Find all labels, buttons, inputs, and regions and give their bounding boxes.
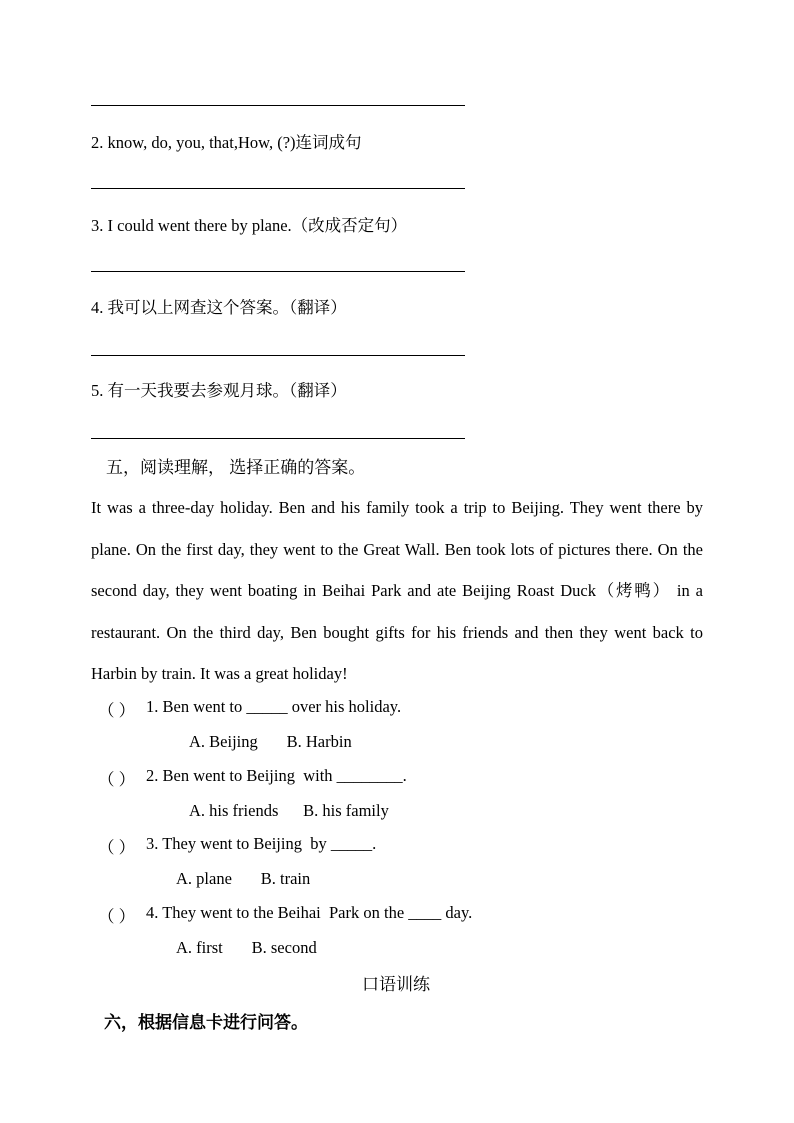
- question-4-options: A. first B. second: [176, 938, 317, 957]
- reading-passage: It was a three-day holiday. Ben and his family took a trip to Beijing. They went there by plane. On the first day, they went to the Great Wall. Ben took lots of pictures there. On the second day, they went boating in Beihai Park and ate Beijing Roast Duck（烤鸭） in a restaurant. On the third day, Ben bought gifts for his friends and then they went back to Harbin by train. It was a great holiday!: [91, 498, 703, 683]
- question-3-options: A. plane B. train: [176, 869, 311, 888]
- section-5-heading: 五，阅读理解， 选择正确的答案。: [106, 458, 366, 477]
- task-5: 5. 有一天我要去参观月球。（翻译）: [91, 381, 347, 400]
- question-1: 1. Ben went to _____ over his holiday.: [146, 697, 402, 716]
- answer-bracket: （ ）: [98, 701, 136, 720]
- oral-practice-heading: 口语训练: [362, 975, 430, 994]
- question-1-options: A. Beijing B. Harbin: [189, 732, 352, 751]
- answer-line-3: [91, 271, 465, 272]
- question-2: 2. Ben went to Beijing with ________.: [146, 766, 407, 785]
- answer-line-1: [91, 105, 465, 106]
- answer-bracket: （ ）: [98, 907, 136, 926]
- task-4: 4. 我可以上网查这个答案。（翻译）: [91, 298, 347, 317]
- question-2-options: A. his friends B. his family: [189, 801, 389, 820]
- answer-line-2: [91, 188, 465, 189]
- answer-bracket: （ ）: [98, 838, 136, 857]
- section-6-heading: 六，根据信息卡进行问答。: [104, 1013, 308, 1032]
- question-4: 4. They went to the Beihai Park on the ____ day.: [146, 903, 473, 922]
- task-3: 3. I could went there by plane.（改成否定句）: [91, 216, 408, 235]
- answer-bracket: （ ）: [98, 770, 136, 789]
- answer-line-5: [91, 438, 465, 439]
- question-3: 3. They went to Beijing by _____.: [146, 834, 377, 853]
- task-2: 2. know, do, you, that,How, (?)连词成句: [91, 133, 362, 152]
- answer-line-4: [91, 355, 465, 356]
